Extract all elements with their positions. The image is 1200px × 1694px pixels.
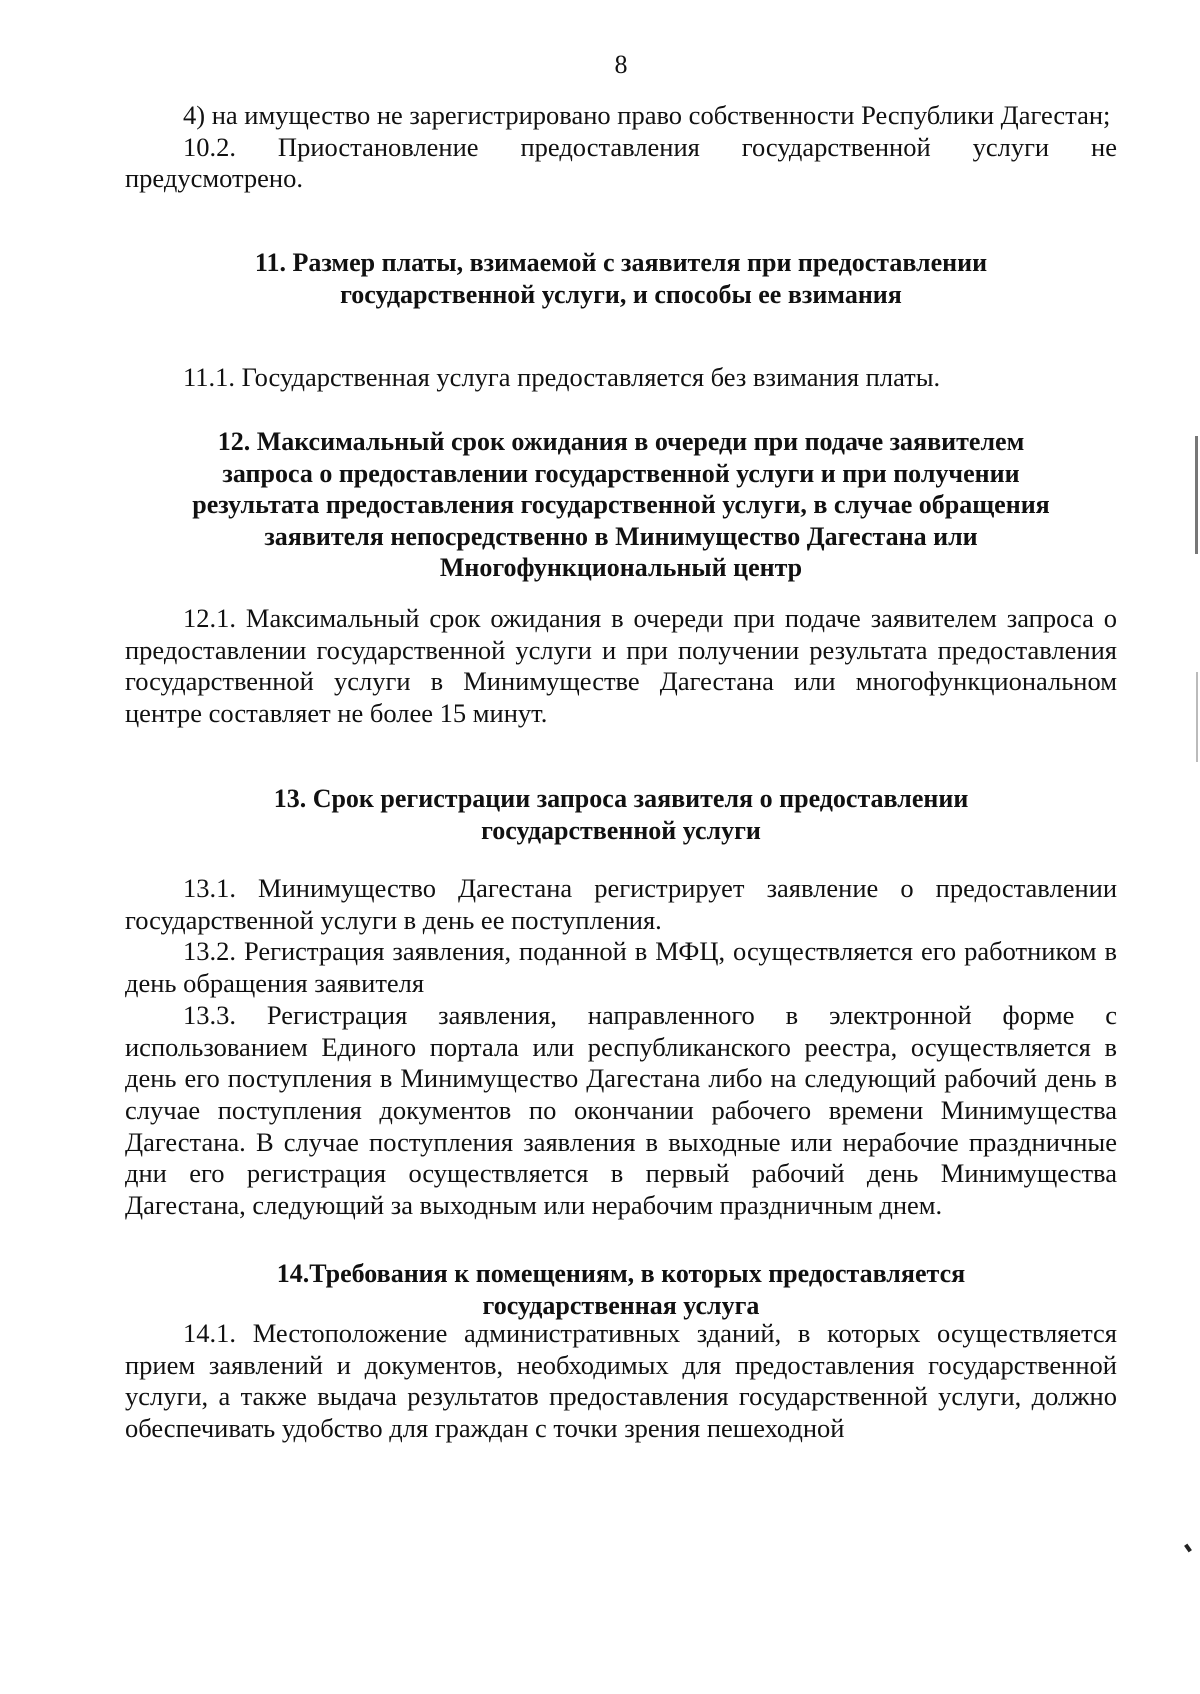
section-11-heading [125,247,1117,310]
section-13-body [125,873,1117,1222]
scan-speck [1184,1544,1192,1553]
heading-line: государственной услуги [481,815,761,845]
heading-line: запроса о предоставлении государственной услуги и при получении [222,458,1020,488]
heading-line: 13. Срок регистрации запроса заявителя о предоставлении [273,784,969,813]
scan-edge-mark [1196,672,1198,762]
heading-line: Многофункциональный центр [439,553,803,582]
section-14-heading [125,1258,1117,1321]
section-13-heading [125,783,1117,846]
section-12-body [125,603,1117,730]
heading-line: государственная услуга [482,1290,760,1320]
paragraph-10-2: 10.2. Приостановление предоставления государственной услуги не предусмотрено. [125,131,1117,194]
section-14-body [125,1318,1117,1445]
heading-line: результата предоставления государственной услуги, в случае обращения [192,490,1050,519]
heading-line: 11. Размер платы, взимаемой с заявителя при предоставлении [254,248,988,277]
section-11-body [125,362,1117,394]
heading-line: 14.Требования к помещениям, в которых предоставляется [276,1259,966,1288]
paragraph-12-1: 12.1. Максимальный срок ожидания в очереди при подаче заявителем запроса о предоставлении государственной услуги и при получении результата предоставления государственной услуги в Минимуществе Дагестана или многофункциональном центре составляет не более 15 минут. [125,603,1117,729]
paragraph-14-1: 14.1. Местоположение административных зданий, в которых осуществляется прием заявлений и документов, необходимых для предоставления государственной услуги, а также выдача результатов предоставления государственной услуги, должно обеспечивать удобство для граждан с точки зрения пешеходной [125,1318,1117,1444]
paragraph-13-3: 13.3. Регистрация заявления, направленного в электронной форме с использованием Единого портала или республиканского реестра, осуществляется в день его поступления в Минимущество Дагестана либо на следующий рабочий день в случае поступления документов по окончании рабочего времени Минимущества Дагестана. В случае поступления заявления в выходные или нерабочие праздничные дни его регистрация осуществляется в первый рабочий день Минимущества Дагестана, следующий за выходным или нерабочим праздничным днем. [125,999,1117,1221]
heading-line: государственной услуги, и способы ее взимания [340,279,902,309]
heading-line: 12. Максимальный срок ожидания в очереди при подаче заявителем [217,427,1025,456]
heading-line: заявителя непосредственно в Минимущество Дагестана или [264,521,978,551]
section-12-heading [125,426,1117,584]
scan-edge-mark [1195,436,1198,554]
paragraph-item-4: 4) на имущество не зарегистрировано право собственности Республики Дагестан; [183,100,1111,130]
paragraph-13-2: 13.2. Регистрация заявления, поданной в МФЦ, осуществляется его работником в день обращения заявителя [125,936,1117,999]
top-paragraphs [125,100,1117,195]
paragraph-13-1: 13.1. Минимущество Дагестана регистрирует заявление о предоставлении государственной услуги в день ее поступления. [125,873,1117,935]
paragraph-11-1: 11.1. Государственная услуга предоставляется без взимания платы. [183,362,941,392]
page-number: 8 [614,50,628,79]
